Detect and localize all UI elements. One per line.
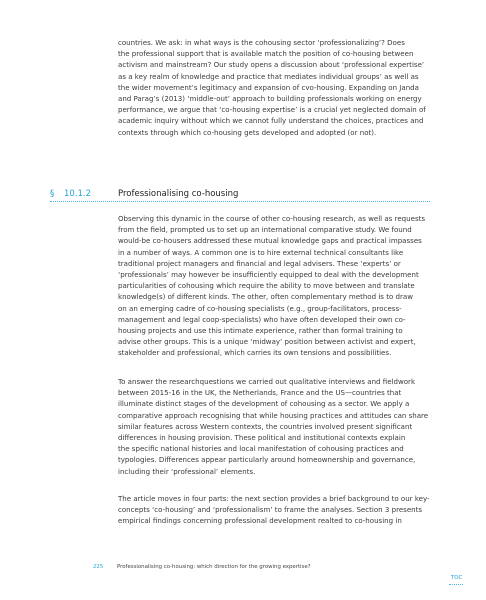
- text-line: stakeholder and professional, which carries its own tensions and possibilities.: [118, 348, 392, 358]
- section-divider: [50, 201, 430, 202]
- text-line: illuminate distinct stages of the development of cohousing as a sector. We apply a: [118, 399, 410, 409]
- section-number: 10.1.2: [64, 189, 92, 199]
- text-line: countries. We ask: in what ways is the cohousing sector ‘professionalizing’? Does: [118, 38, 405, 47]
- intro-paragraph: [118, 37, 426, 138]
- toc-link[interactable]: TOC: [451, 575, 463, 581]
- text-line: typologies. Differences appear particularly around homeownership and governance,: [118, 455, 416, 465]
- text-line: contexts through which co-housing gets developed and adopted (or not).: [118, 127, 377, 137]
- text-line: differences in housing provision. These political and institutional contexts explain: [118, 433, 406, 443]
- text-line: advise other groups. This is a unique ‘midway’ position between activist and expert,: [118, 337, 416, 347]
- page-number: 225: [93, 564, 104, 570]
- text-line: To answer the researchquestions we carried out qualitative interviews and fieldwork: [118, 377, 416, 386]
- text-line: activism and mainstream? Our study opens a discussion about ‘professional expertise’: [118, 60, 425, 70]
- body-paragraph-3: [118, 493, 430, 527]
- text-line: management and legal coop-specialists) who have often developed their own co-: [118, 314, 406, 324]
- text-line: and Parag’s (2013) ‘middle-out’ approach to building professionals working on energy: [118, 94, 422, 104]
- text-line: Observing this dynamic in the course of other co-housing research, as well as requests: [118, 214, 426, 223]
- text-line: from the field, prompted us to set up an international comparative study. We found: [118, 225, 412, 235]
- text-line: similar features across Western contexts, the countries involved present significant: [118, 421, 413, 431]
- text-line: academic inquiry without which we cannot fully understand the choices, practices and: [118, 116, 424, 126]
- text-line: the specific national histories and local manifestation of cohousing practices and: [118, 444, 404, 454]
- text-line: traditional project managers and financial and legal advisers. These ‘experts’ or: [118, 258, 401, 268]
- text-line: between 2015-16 in the UK, the Netherlands, France and the US—countries that: [118, 388, 402, 398]
- text-line: comparative approach recognising that while housing practices and attitudes can share: [118, 410, 429, 420]
- section-symbol: §: [50, 189, 55, 199]
- text-line: in a number of ways. A common one is to hire external technical consultants like: [118, 247, 404, 257]
- section-title: Professionalising co-housing: [118, 189, 239, 199]
- text-line: concepts ‘co-housing’ and ‘professionalism’ to frame the analyses. Section 3 presents: [118, 505, 423, 515]
- text-line: on an emerging cadre of co-housing specialists (e.g., group-facilitators, process-: [118, 303, 402, 313]
- text-line: knowledge(s) of different kinds. The other, often complementary method is to draw: [118, 292, 413, 302]
- section-heading: [50, 189, 428, 201]
- text-line: empirical findings concerning professional development realted to co-housing in: [118, 516, 402, 526]
- toc-underline: [449, 584, 463, 585]
- text-line: as a key realm of knowledge and practice that mediates individual groups’ as well as: [118, 71, 419, 81]
- text-line: the wider movement’s legitimacy and expansion of cvo-housing. Expanding on Janda: [118, 82, 419, 92]
- text-line: ‘professionals’ may however be insufficiently equipped to deal with the development: [118, 270, 419, 280]
- text-line: would-be co-housers addressed these mutual knowledge gaps and practical impasses: [118, 236, 422, 246]
- body-paragraph-2: [118, 376, 429, 477]
- body-paragraph-1: [118, 213, 426, 359]
- text-line: housing projects and use this intimate experience, rather than formal training to: [118, 326, 403, 336]
- text-line: the professional support that is available match the position of co-housing between: [118, 49, 414, 59]
- running-title: Professionalising co-housing: which direction for the growing expertise?: [117, 564, 311, 570]
- text-line: including their ‘professional’ elements.: [118, 466, 256, 476]
- text-line: performance, we argue that ‘co-housing expertise’ is a crucial yet neglected domain of: [118, 105, 426, 115]
- text-line: The article moves in four parts: the next section provides a brief background to our key-: [118, 494, 430, 503]
- text-line: particularities of cohousing which require the ability to move between and translate: [118, 281, 415, 291]
